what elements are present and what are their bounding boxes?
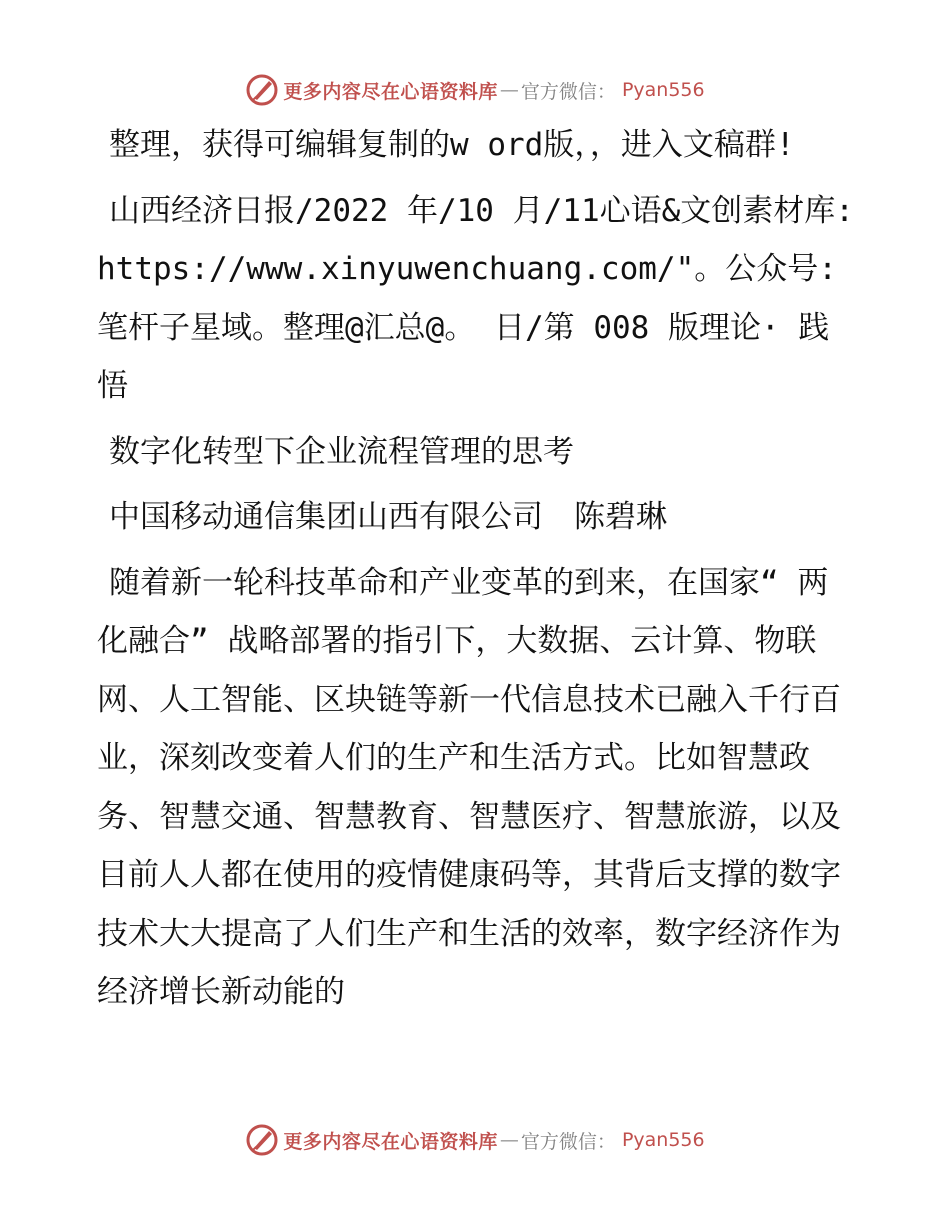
- article-author: 中国移动通信集团山西有限公司 陈碧琳: [109, 499, 667, 535]
- banner-wechat-label: 官方微信：: [520, 1130, 616, 1153]
- header-banner: [0, 68, 950, 112]
- paragraph-body: 随着新一轮科技革命和产业变革的到来，在国家“ 两化融合” 战略部署的指引下，大数据、云计算、物联网、人工智能、区块链等新一代信息技术已融入千行百业，深刻改变着人们的生产和生活方式。比如智慧政务、智慧交通、智慧教育、智慧医疗、智慧旅游，以及目前人人都在使用的疫情健康码等，其背后支撑的数字技术大大提高了人们生产和生活的效率，数字经济作为经济增长新动能的: [97, 564, 841, 1010]
- banner-wechat-label: 官方微信：: [520, 80, 616, 103]
- banner-dash: —: [499, 79, 519, 101]
- paragraph-source: 山西经济日报/2022 年/10 月/11心语&文创素材库: https://www.xinyuwenchuang.com/"。公众号: 笔杆子星域。整理@汇总@。 日/第 008 版理论· 践悟: [97, 192, 854, 404]
- banner-dash: —: [499, 1129, 519, 1151]
- quill-seal-logo-icon: [245, 1123, 279, 1157]
- banner-title: 更多内容尽在心语资料库: [283, 1130, 498, 1153]
- document-body: [97, 116, 857, 1022]
- article-title: 数字化转型下企业流程管理的思考: [109, 433, 574, 470]
- footer-banner: [0, 1118, 950, 1162]
- banner-title: 更多内容尽在心语资料库: [283, 80, 498, 103]
- quill-seal-logo-icon: [245, 73, 279, 107]
- banner-wechat-id: Pyan556: [621, 79, 705, 101]
- paragraph-intro: 整理，获得可编辑复制的w ord版，，进入文稿群!: [109, 127, 795, 163]
- banner-wechat-id: Pyan556: [621, 1129, 705, 1151]
